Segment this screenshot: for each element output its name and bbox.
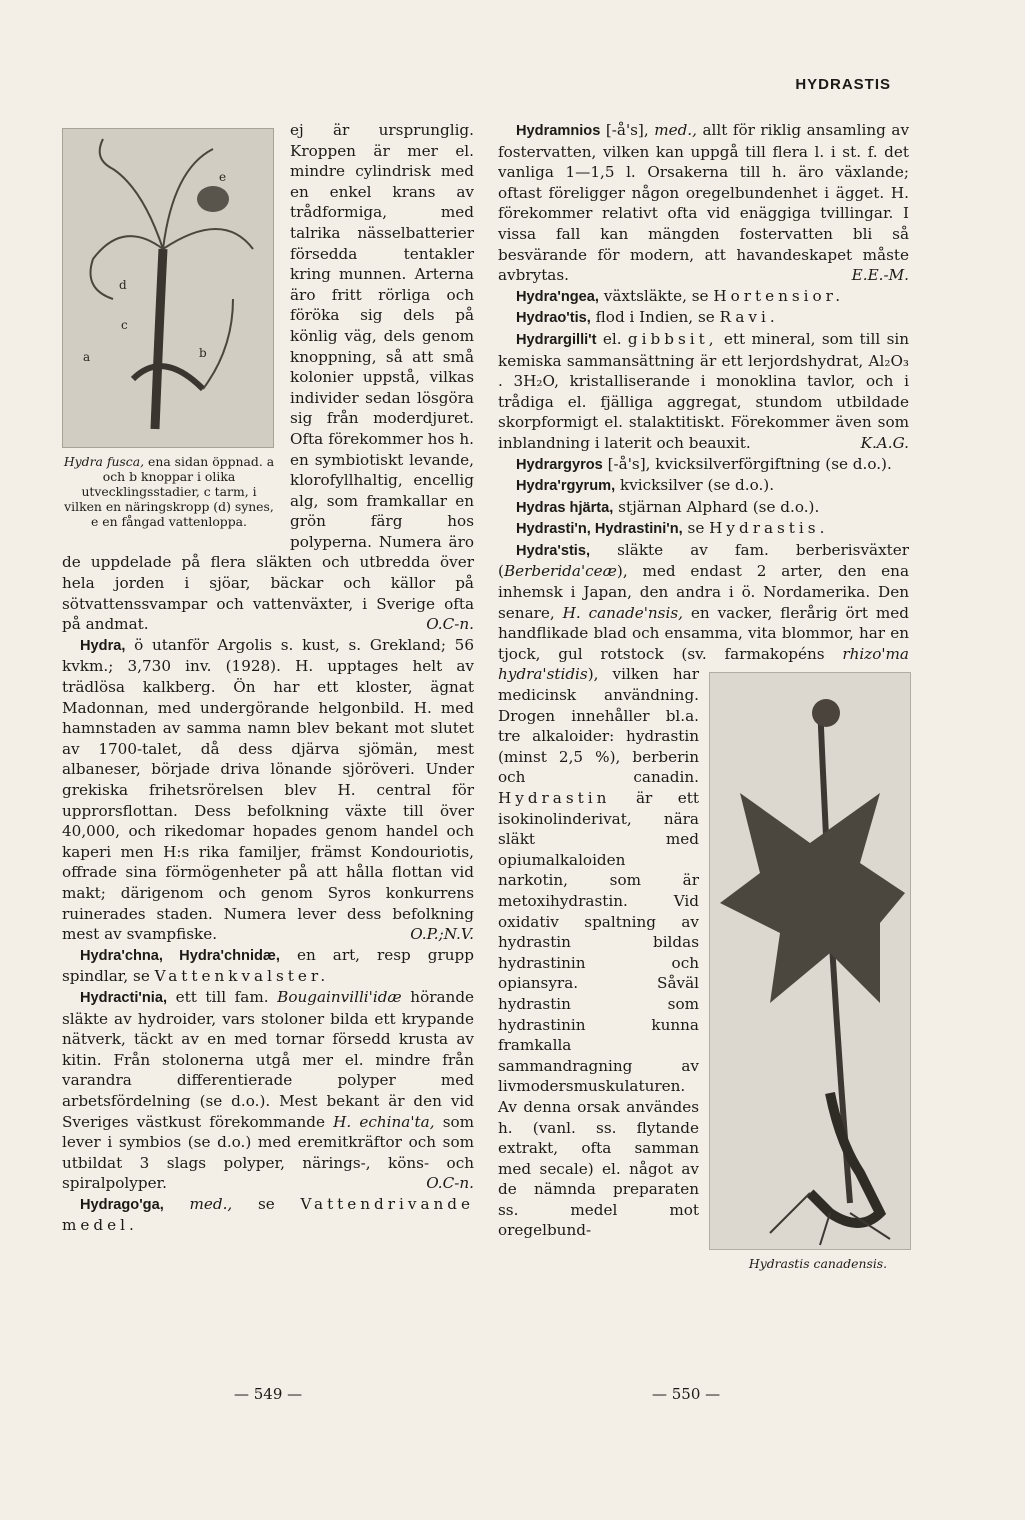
label-a: a xyxy=(83,350,91,364)
entry-text: [-å's], kvicksilverförgiftning (se d.o.). xyxy=(607,454,892,473)
hydrastis-figure-caption: Hydrastis canadensis. xyxy=(748,1256,888,1272)
entry-hydragoga xyxy=(62,1194,474,1236)
entry-text: släkte av fam. berberisväxter ( xyxy=(498,540,910,581)
cross-reference: Ravi. xyxy=(719,308,779,327)
hydra-figure xyxy=(62,128,276,529)
entry-text: som lever i symbios (se d.o.) med eremitkräftor och som utbildat 3 slags polyper, närings-, köns- och spiralpolyper. xyxy=(62,1112,475,1193)
headword: Hydrao'tis, xyxy=(516,310,591,327)
hydra-entry-continuation xyxy=(62,120,474,635)
species-name: H. echina'ta, xyxy=(333,1112,435,1131)
entry-text: ), med endast 2 arter, den ena inhemsk i Japan, den andra i ö. Nordamerika. Den senare, xyxy=(498,562,909,622)
entry-text: ett mineral, som till sin kemiska sammansättning är ett lerjordshydrat, Al₂O₃ . 3H₂O, kristalliserande i monoklina tavlor, och i trådiga el. fjälliga aggregat, stundom utbildade skorpformigt el. stalaktitiskt. Förekommer även som inblandning i laterit och beauxit. xyxy=(498,329,909,452)
headword: Hydra'stis, xyxy=(516,542,591,559)
entry-text: stjärnan Alphard (se d.o.). xyxy=(618,497,820,516)
entry-text: hörande släkte av hydroider, vars stoloner bilda ett krypande nätverk, täckt av en med tornar försedd krusta av kitin. Från stolonerna utgå mer el. mindre från varandra differentierade polyper med arbetsfördelning (se d.o.). Mest bekant är den vid Sveriges västkust förekommande xyxy=(62,987,475,1131)
entry-text: en art, resp grupp spindlar, se xyxy=(62,945,474,986)
left-column xyxy=(62,120,474,1236)
headword: Hydrargyros xyxy=(516,456,603,473)
cross-reference: Hydrastis. xyxy=(709,519,829,538)
entry-hydras-hjarta xyxy=(498,497,909,519)
hydra-text: ej är ursprunglig. Kroppen är mer el. mindre cylindrisk med en enkel krans av trådformiga, med talrika nässelbatterier försedda tentakler kring munnen. Arterna äro fritt rörliga och föröka sig dels på könlig väg, dels genom knoppning, så att små kolonier uppstå, vilkas individer sedan lösgöra sig från moderdjuret. Ofta förekommer hos h. en symbiotiskt levande, klorofyllhaltig, encellig alg, som framkallar en grön färg hos polyperna. Numera äro de uppdelade på flera släkten och utbredda över hela jorden i sjöar, bäckar och källor på sötvattenssvampar och vattenväxter, i Sverige ofta på andmat. xyxy=(62,121,474,634)
right-column xyxy=(498,120,909,1275)
cross-reference: Vattendrivande medel. xyxy=(62,1194,475,1235)
entry-text: el. xyxy=(602,329,622,348)
signature: E.E.-M. xyxy=(851,266,909,285)
headword: Hydrasti'n, Hydrastini'n, xyxy=(516,521,683,538)
entry-text: kvicksilver (se d.o.). xyxy=(620,476,775,495)
caption-title: Hydra fusca, xyxy=(63,454,145,469)
pronunciation: [-å's], xyxy=(605,121,649,139)
headword: Hydrago'ga, xyxy=(80,1196,164,1213)
entry-text: är ett isokinolinderivat, nära släkt med opiumalkaloiden narkotin, som är metoxihydrastin. Vid oxidativ spaltning av hydrastin bildas hydrastinin och opiansyra. Såväl hydrastin som hydrastinin kunna framkalla sammandragning av livmodersmuskulaturen. Av denna orsak användes h. (vanl. ss. flytande extrakt, ofta samman med secale) el. något av de nämnda preparaten ss. medel mot oregelbund- xyxy=(498,789,700,1240)
latin-name: rhizo'ma hydra'stidis xyxy=(498,644,909,684)
entry-hydrangea xyxy=(498,286,909,308)
entry-hydrargillit xyxy=(498,329,909,454)
label-e: e xyxy=(219,170,227,184)
entry-hydraotis xyxy=(498,307,909,329)
caption-text: ena sidan öppnad. a och b knoppar i olika utvecklingsstadier, c tarm, i vilken en näringskropp (d) synes, e en fångad vattenloppa. xyxy=(64,454,275,529)
headword: Hydracti'nia, xyxy=(80,989,168,1006)
field-label: med., xyxy=(654,121,697,139)
entry-hydrargyros xyxy=(498,454,909,476)
entry-hydramnios xyxy=(498,120,909,286)
family-name: Bougainvilli'idæ xyxy=(277,987,402,1006)
cross-reference: Vattenkvalster. xyxy=(154,967,330,986)
field-label: med., xyxy=(189,1194,233,1213)
signature: K.A.G. xyxy=(860,433,909,452)
entry-text: en vacker, flerårig ört med handflikade blad och ensamma, vita blommor, har en tjock, gul rotstock (sv. farmakopéns xyxy=(498,603,909,663)
hydra-figure-caption xyxy=(62,454,276,529)
headword: Hydra'chna, Hydra'chnidæ, xyxy=(80,947,280,964)
entry-hydrachna xyxy=(62,945,474,987)
cross-reference: Hydrastin xyxy=(498,789,611,807)
cross-reference: gibbsit, xyxy=(627,329,718,348)
entry-text: flod i Indien, se xyxy=(595,308,715,327)
entry-hydra-island xyxy=(62,635,474,945)
entry-text: se xyxy=(257,1194,275,1213)
label-d: d xyxy=(119,278,127,292)
page-number-left: — 549 — xyxy=(234,1385,303,1403)
entry-hydractinia xyxy=(62,987,474,1194)
entry-hydrargyrum xyxy=(498,475,909,497)
hydrastis-figure xyxy=(709,672,909,1271)
headword: Hydra'rgyrum, xyxy=(516,478,616,495)
cross-reference: Hortensior. xyxy=(713,286,845,305)
entry-text: ett till fam. xyxy=(175,987,269,1006)
entry-text: ö utanför Argolis s. kust, s. Grekland; 56 kvkm.; 3,730 inv. (1928). H. upptages helt av trädlösa kalkberg. Ön har ett kloster, ägnat Madonnan, med undergörande helgonbild. H. med hamnstaden av samma namn blev bekant mot slutet av 1700-talet, då dess djärva sjömän, mest albaneser, började driva lönande sjöröveri. Under grekiska frihetsrörelsen blev H. central för upprorsflottan. Dess befolkning växte till över 40,000, och rikedomar hopades genom handel och kaperi men H:s rika familjer, främst Kondouriotis, offrade sina förmögenheter på att hålla flottan vid makt; därigenom och genom Syros konkurrens ruinerades staden. Numera lever dess befolkning mest av svampfiske. xyxy=(62,635,474,944)
signature: O.P.;N.V. xyxy=(410,925,474,944)
signature: O.C-n. xyxy=(426,1174,474,1193)
entry-text: växtsläkte, se xyxy=(603,286,709,305)
hydrastis-illustration xyxy=(709,672,911,1250)
headword: Hydras hjärta, xyxy=(516,499,614,516)
species-name: H. canade'nsis, xyxy=(562,603,683,622)
headword: Hydrargilli't xyxy=(516,331,597,348)
running-title: HYDRASTIS xyxy=(795,76,891,93)
label-c: c xyxy=(121,318,128,332)
entry-hydrastis xyxy=(498,540,910,1272)
entry-text: ), vilken har medicinsk användning. Drogen innehåller bl.a. tre alkaloider: hydrastin (minst 2,5 %), berberin och canadin. xyxy=(498,665,699,787)
entry-hydrastin xyxy=(498,518,909,540)
family-name: Berberida'ceæ xyxy=(503,562,617,581)
entry-text: allt för riklig ansamling av fostervatten, vilken kan uppgå till flera l. i st. f. det vanliga 1—1,5 l. Orsakerna till h. äro växlande; oftast föreligger någon oregelbundenhet i ägget. H. förekommer relativt ofta vid enäggiga tvillingar. I vissa fall kan mängden fostervatten bli så besvärande för modern, att havandeskapet måste avbrytas. xyxy=(498,121,910,285)
entry-text: se xyxy=(687,519,705,538)
headword: Hydramnios xyxy=(516,123,601,139)
headword: Hydra'ngea, xyxy=(516,288,599,305)
headword: Hydra, xyxy=(80,637,126,654)
hydra-illustration xyxy=(62,128,274,448)
page-number-right: — 550 — xyxy=(652,1385,721,1403)
label-b: b xyxy=(199,346,207,360)
signature: O.C-n. xyxy=(426,615,474,634)
